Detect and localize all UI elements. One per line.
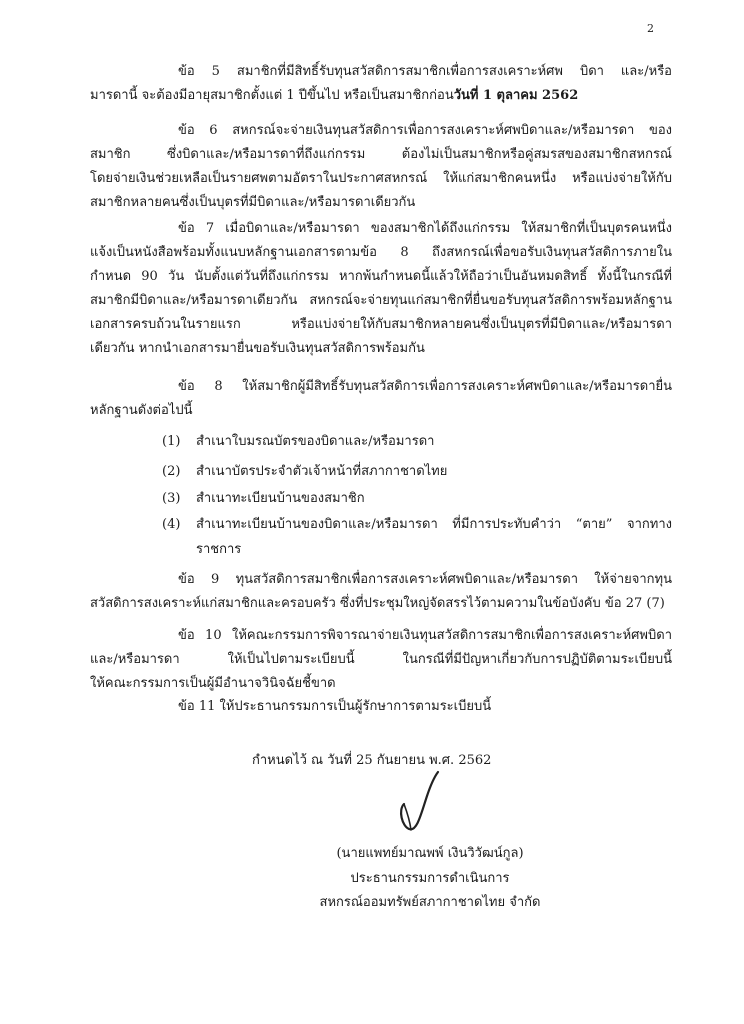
- evidence-item-2-number: (2): [162, 464, 181, 479]
- clause-7-line-1: ข้อ 7 เมื่อบิดาและ/หรือมารดา ของสมาชิกได้ถึงแก่กรรม ให้สมาชิกที่เป็นบุตรคนหนึ่ง: [178, 221, 672, 236]
- clause-7-line-6: เดียวกัน หากนำเอกสารมายื่นขอรับเงินทุนสวัสดิการพร้อมกัน: [90, 341, 425, 356]
- clause-6-line-3: โดยจ่ายเงินช่วยเหลือเป็นรายศพตามอัตราในประกาศสหกรณ์ ให้แก่สมาชิกคนหนึ่ง หรือแบ่งจ่ายให้กับ: [90, 171, 672, 186]
- clause-7-line-3: กำหนด 90 วัน นับตั้งแต่วันที่ถึงแก่กรรม หากพ้นกำหนดนี้แล้วให้ถือว่าเป็นอันหมดสิทธิ์ ทั้งนี้ในกรณีที่: [90, 269, 672, 284]
- evidence-item-1-number: (1): [162, 434, 181, 449]
- signature: [395, 770, 445, 840]
- clause-8-line-2: หลักฐานดังต่อไปนี้: [90, 403, 193, 418]
- clause-5-effective-date: วันที่ 1 ตุลาคม 2562: [453, 88, 579, 103]
- evidence-item-1-text: สำเนาใบมรณบัตรของบิดาและ/หรือมารดา: [196, 434, 435, 449]
- evidence-item-4-text: สำเนาทะเบียนบ้านของบิดาและ/หรือมารดา ที่มีการประทับคำว่า “ตาย” จากทาง: [196, 517, 672, 532]
- signer-organization: สหกรณ์ออมทรัพย์สภากาชาดไทย จำกัด: [319, 895, 541, 910]
- clause-9-line-2: สวัสดิการสงเคราะห์แก่สมาชิกและครอบครัว ซึ่งที่ประชุมใหญ่จัดสรรไว้ตามความในข้อบังคับ ข้อ 27 (7): [90, 596, 665, 611]
- clause-8-line-1: ข้อ 8 ให้สมาชิกผู้มีสิทธิ์รับทุนสวัสดิการเพื่อการสงเคราะห์ศพบิดาและ/หรือมารดายื่น: [178, 379, 672, 394]
- clause-10-line-1: ข้อ 10 ให้คณะกรรมการพิจารณาจ่ายเงินทุนสวัสดิการสมาชิกเพื่อการสงเคราะห์ศพบิดา: [178, 628, 672, 643]
- clause-10-line-3: ให้คณะกรรมการเป็นผู้มีอำนาจวินิจฉัยชี้ขาด: [90, 676, 336, 691]
- evidence-item-4-number: (4): [162, 517, 181, 532]
- clause-5-line-2: [90, 87, 672, 105]
- clause-5-line-2-text: มารดานี้ จะต้องมีอายุสมาชิกตั้งแต่ 1 ปีขึ้นไป หรือเป็นสมาชิกก่อน: [90, 88, 454, 103]
- evidence-item-4-continuation: ราชการ: [196, 542, 242, 557]
- clause-7-line-4: สมาชิกมีบิดาและ/หรือมารดาเดียวกัน สหกรณ์จะจ่ายทุนแก่สมาชิกที่ยื่นขอรับทุนสวัสดิการพร้อมหลักฐาน: [90, 293, 672, 308]
- evidence-item-3-text: สำเนาทะเบียนบ้านของสมาชิก: [196, 491, 365, 506]
- clause-9-line-1: ข้อ 9 ทุนสวัสดิการสมาชิกเพื่อการสงเคราะห์ศพบิดาและ/หรือมารดา ให้จ่ายจากทุน: [178, 572, 672, 587]
- dated-line: กำหนดไว้ ณ วันที่ 25 กันยายน พ.ศ. 2562: [252, 753, 492, 768]
- clause-6-line-4: สมาชิกหลายคนซึ่งเป็นบุตรที่มีบิดาและ/หรือมารดาเดียวกัน: [90, 195, 416, 210]
- clause-11-line-1: ข้อ 11 ให้ประธานกรรมการเป็นผู้รักษาการตามระเบียบนี้: [178, 699, 492, 714]
- page-number: 2: [647, 22, 654, 35]
- clause-5-line-1: ข้อ 5 สมาชิกที่มีสิทธิ์รับทุนสวัสดิการสมาชิกเพื่อการสงเคราะห์ศพ บิดา และ/หรือ: [178, 64, 672, 79]
- clause-10-line-2: และ/หรือมารดา ให้เป็นไปตามระเบียบนี้ ในกรณีที่มีปัญหาเกี่ยวกับการปฏิบัติตามระเบียบนี้: [90, 652, 672, 667]
- clause-7-line-5: เอกสารครบถ้วนในรายแรก หรือแบ่งจ่ายให้กับสมาชิกหลายคนซึ่งเป็นบุตรที่มีบิดาและ/หรือมารดา: [90, 317, 672, 332]
- evidence-item-3-number: (3): [162, 491, 181, 506]
- signer-name: (นายแพทย์มาณพพ์ เงินวิวัฒน์กูล): [336, 846, 524, 861]
- signer-position: ประธานกรรมการดำเนินการ: [350, 871, 510, 886]
- clause-7-line-2: แจ้งเป็นหนังสือพร้อมทั้งแนบหลักฐานเอกสารตามข้อ 8 ถึงสหกรณ์เพื่อขอรับเงินทุนสวัสดิการภายใน: [90, 245, 672, 260]
- evidence-item-2-text: สำเนาบัตรประจำตัวเจ้าหน้าที่สภากาชาดไทย: [196, 464, 448, 479]
- clause-6-line-2: สมาชิก ซึ่งบิดาและ/หรือมารดาที่ถึงแก่กรรม ต้องไม่เป็นสมาชิกหรือคู่สมรสของสมาชิกสหกรณ์: [90, 147, 672, 162]
- clause-6-line-1: ข้อ 6 สหกรณ์จะจ่ายเงินทุนสวัสดิการเพื่อการสงเคราะห์ศพบิดาและ/หรือมารดา ของ: [178, 123, 672, 138]
